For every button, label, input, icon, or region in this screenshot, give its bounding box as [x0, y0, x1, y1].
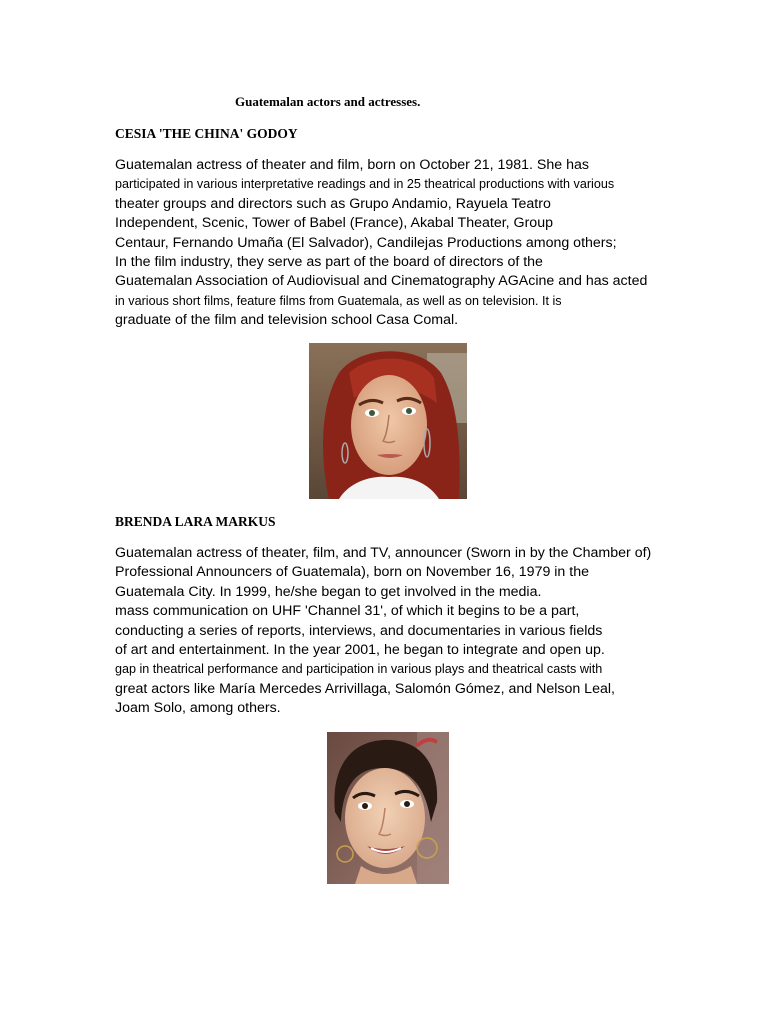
bio-line: Guatemala City. In 1999, he/she began to get involved in the media.: [115, 583, 542, 600]
bio-line: Centaur, Fernando Umaña (El Salvador), Candilejas Productions among others;: [115, 234, 617, 251]
actor-portrait-photo: [327, 732, 449, 884]
bio-line: Independent, Scenic, Tower of Babel (France), Akabal Theater, Group: [115, 215, 553, 232]
bio-line: great actors like María Mercedes Arrivillaga, Salomón Gómez, and Nelson Leal,: [115, 680, 615, 697]
bio-line: graduate of the film and television school Casa Comal.: [115, 312, 459, 329]
bio-line: Guatemalan Association of Audiovisual and Cinematography AGAcine and has acted: [115, 273, 648, 290]
bio-line: participated in various interpretative readings and in 25 theatrical productions with various: [115, 177, 615, 192]
bio-line: theater groups and directors such as Grupo Andamio, Rayuela Teatro: [115, 195, 551, 212]
bio-line: Joam Solo, among others.: [115, 700, 281, 717]
bio-line: mass communication on UHF 'Channel 31', of which it begins to be a part,: [115, 603, 580, 620]
bio-line: conducting a series of reports, interviews, and documentaries in various fields: [115, 622, 603, 639]
bio-line: Guatemalan actress of theater, film, and TV, announcer (Sworn in by the Chamber of): [115, 545, 652, 561]
actor-name-heading: CESIA 'THE CHINA' GODOY: [115, 126, 298, 141]
bio-line: In the film industry, they serve as part of the board of directors of the: [115, 253, 543, 270]
bio-line: Guatemalan actress of theater and film, born on October 21, 1981. She has: [115, 157, 589, 173]
actor-bio: [115, 156, 647, 331]
bio-line: of art and entertainment. In the year 2001, he began to integrate and open up.: [115, 641, 605, 658]
bio-line: Professional Announcers of Guatemala), born on November 16, 1979 in the: [115, 564, 589, 581]
actor-name-heading: BRENDA LARA MARKUS: [115, 514, 276, 529]
actor-portrait-photo: [309, 343, 467, 499]
bio-line: gap in theatrical performance and participation in various plays and theatrical casts with: [115, 662, 603, 677]
actor-bio: [115, 544, 651, 719]
bio-line: in various short films, feature films from Guatemala, as well as on television. It is: [115, 293, 562, 308]
document-title: Guatemalan actors and actresses.: [235, 94, 421, 109]
